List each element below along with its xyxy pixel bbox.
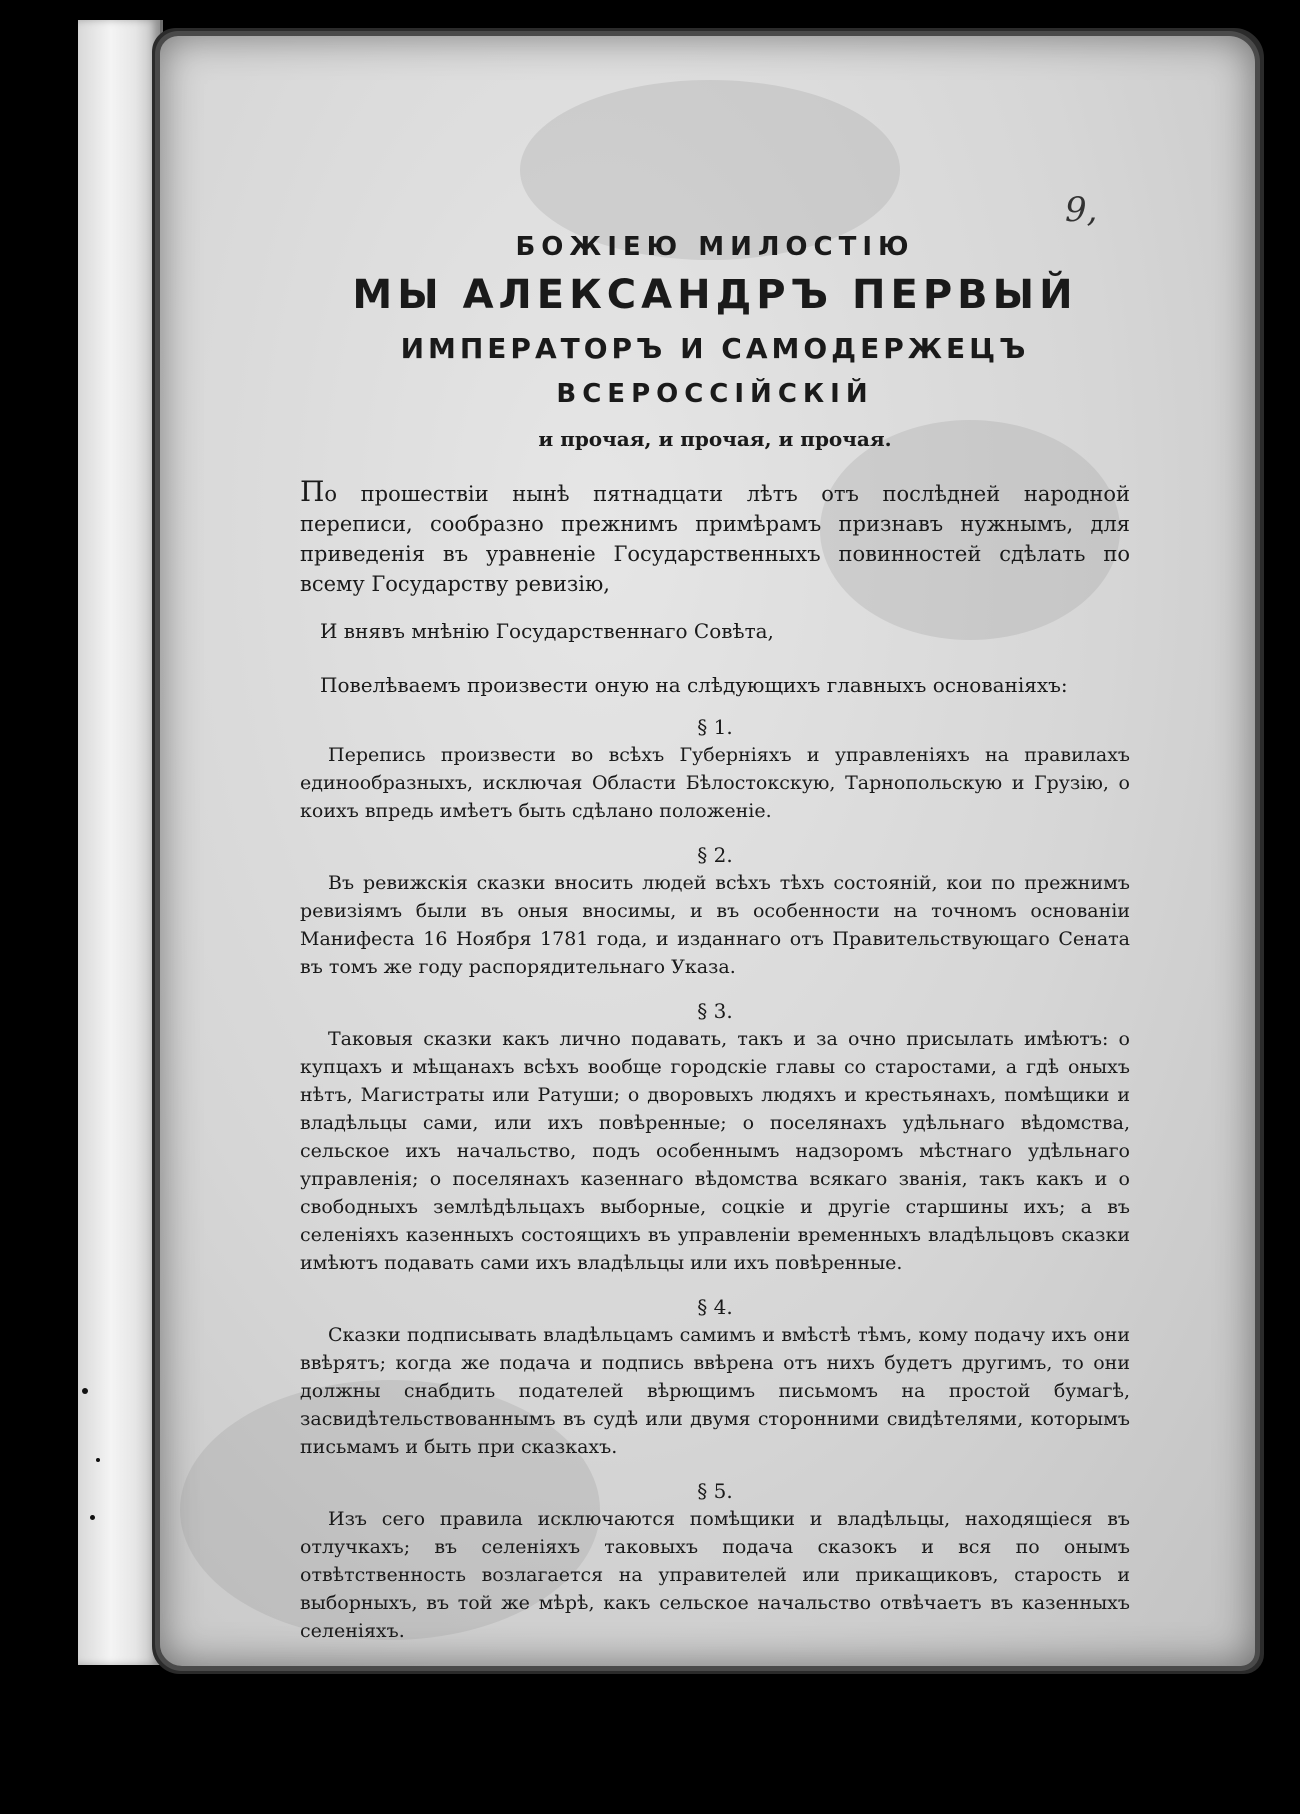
folio-number: 9, xyxy=(1065,190,1098,230)
section-number: § 4. xyxy=(697,1295,733,1319)
section-text: Въ ревижскія сказки вносить людей всѣхъ тѣхъ состояній, кои по прежнимъ ревизіямъ были въ оныя вносимы, и въ особенности на точномъ основаніи Манифеста 16 Ноября 1781 года, и изданнаго отъ Правительствующаго Сената въ томъ же году распорядительнаго Указа. xyxy=(300,872,1130,978)
section-text: Перепись произвести во всѣхъ Губерніяхъ и управленіяхъ на правилахъ единообразныхъ, исключая Области Бѣлостокскую, Тарнопольскую и Грузію, о коихъ впредь имѣетъ быть сдѣлано положеніе. xyxy=(300,744,1130,822)
document-body xyxy=(300,232,1130,1663)
section-number: § 2. xyxy=(697,843,733,867)
council-line: И внявъ мнѣнію Государственнаго Совѣта, xyxy=(320,619,774,643)
section-text: Сказки подписывать владѣльцамъ самимъ и вмѣстѣ тѣмъ, кому подачу ихъ они ввѣрятъ; когда же подача и подпись ввѣрена отъ нихъ будетъ другимъ, то они должны снабдить подателей вѣрющимъ письмомъ на простой бумагѣ, засвидѣтельствованнымъ въ судѣ или двумя сторонними свидѣтелями, которымъ письмамъ и быть при сказкахъ. xyxy=(300,1324,1130,1458)
heading-by-grace: БОЖІЕЮ МИЛОСТІЮ xyxy=(515,232,915,262)
command-line: Повелѣваемъ произвести оную на слѣдующихъ главныхъ основаніяхъ: xyxy=(320,673,1068,697)
preamble-paragraph: По прошествіи нынѣ пятнадцати лѣтъ отъ послѣдней народной переписи, сообразно прежнимъ примѣрамъ признавъ нужнымъ, для приведенія въ уравненіе Государственныхъ повинностей сдѣлать по всему Государству ревизію, xyxy=(300,475,1130,596)
ink-speck xyxy=(82,1388,88,1394)
ink-speck xyxy=(96,1458,100,1462)
heading-sovereign-name: МЫ АЛЕКСАНДРЪ ПЕРВЫЙ xyxy=(352,272,1078,318)
section-text: Таковыя сказки какъ лично подавать, такъ и за очно присылать имѣютъ: о купцахъ и мѣщанахъ всѣхъ вообще городскіе главы со старостами, а гдѣ оныхъ нѣтъ, Магистраты или Ратуши; о дворовыхъ людяхъ и крестьянахъ, помѣщики и владѣльцы сами, или ихъ повѣренные; о поселянахъ удѣльнаго вѣдомства, сельское ихъ начальство, подъ особеннымъ надзоромъ мѣстнаго удѣльнаго управленія; о поселянахъ казеннаго вѣдомства всякаго званія, такъ какъ и о свободныхъ землѣдѣльцахъ выборные, соцкіе и другіе старшины ихъ; а въ селеніяхъ казенныхъ состоящихъ въ управленіи временныхъ владѣльцовъ сказки имѣютъ подавать сами ихъ владѣльцы или ихъ повѣренные. xyxy=(300,1028,1130,1274)
heading-emperor-title: ИМПЕРАТОРЪ И САМОДЕРЖЕЦЪ xyxy=(400,332,1030,365)
section-number: § 5. xyxy=(697,1479,733,1503)
section-number: § 1. xyxy=(697,715,733,739)
section-text: Изъ сего правила исключаются помѣщики и владѣльцы, находящіеся въ отлучкахъ; въ селеніяхъ таковыхъ подача сказокъ и вся по онымъ отвѣтственность возлагается на управителей или прикащиковъ, старость и выборныхъ, въ той же мѣрѣ, какъ сельское начальство отвѣчаетъ въ казенныхъ селеніяхъ. xyxy=(300,1508,1130,1642)
heading-et-cetera: и прочая, и прочая, и прочая. xyxy=(538,427,892,451)
binding-strip xyxy=(78,20,163,1665)
ink-speck xyxy=(90,1515,95,1520)
section-number: § 3. xyxy=(697,999,733,1023)
heading-all-russian: ВСЕРОССІЙСКІЙ xyxy=(556,379,874,409)
